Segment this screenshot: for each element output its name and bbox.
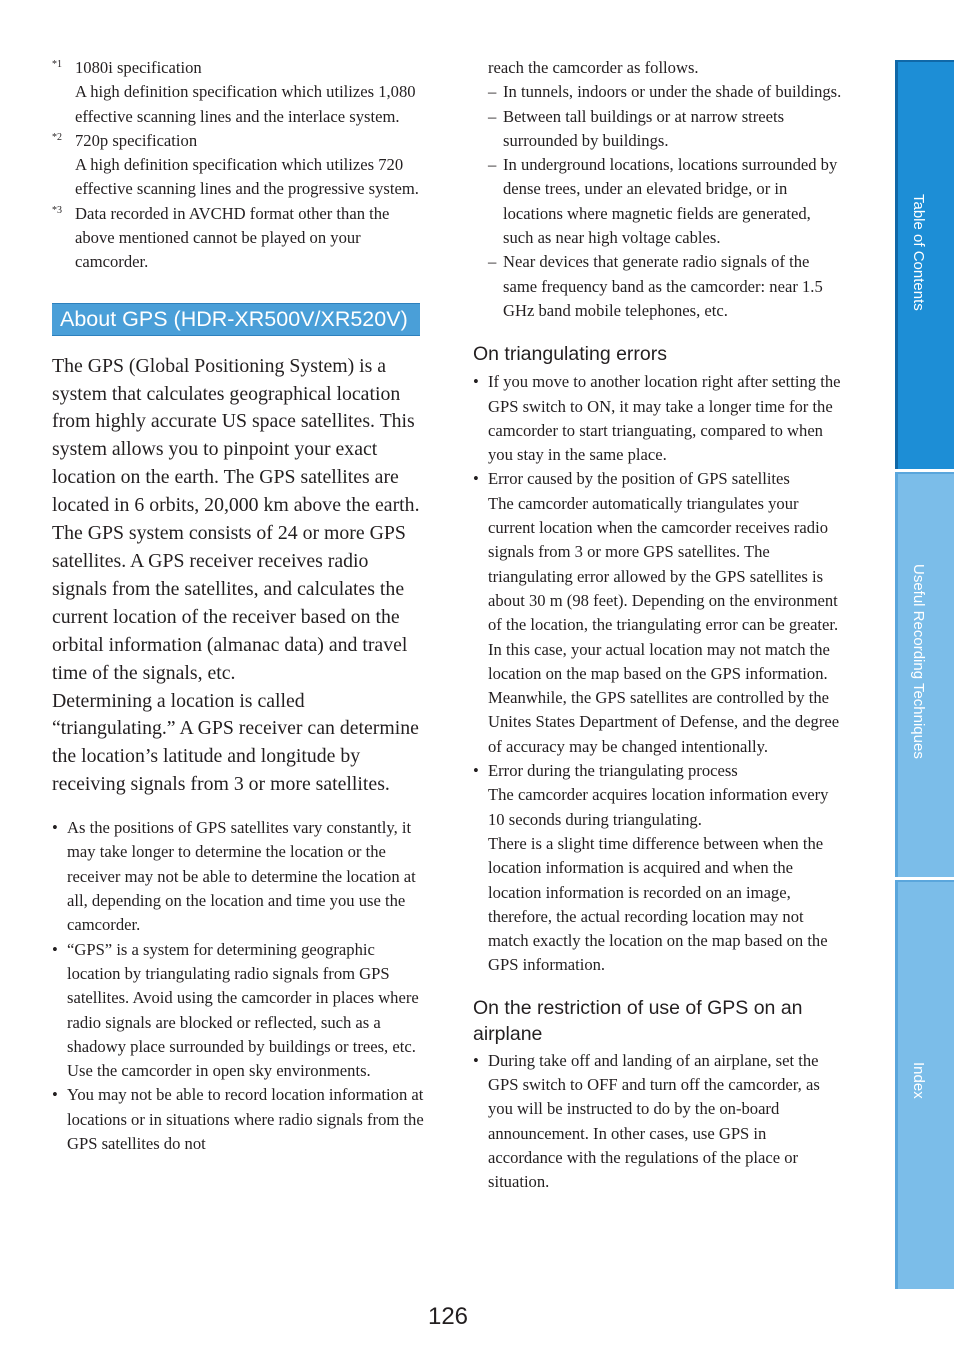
subheading-airplane-restriction: On the restriction of use of GPS on an airplane [473,996,803,1045]
dash-icon: – [488,82,497,102]
gps-intro-paragraph: Determining a location is called “triangulating.” A GPS receiver can determine the location’s latitude and longitude by receiving signals from 3 or more satellites. [52,689,419,796]
footnote-mark: *2 [52,131,62,143]
list-item [52,816,424,937]
blocked-locations-list [473,80,845,323]
list-item [52,1083,424,1156]
footnote-720p [52,129,424,202]
bullet-icon: • [473,1050,479,1070]
bullet-icon: • [52,1085,58,1105]
list-item [473,105,845,154]
list-item-text: In tunnels, indoors or under the shade of buildings. [503,82,842,102]
list-item [473,250,845,323]
bullet-icon: • [473,761,479,781]
list-item [473,467,845,759]
subheading-triangulating-errors: On triangulating errors [473,343,668,366]
list-item-text: You may not be able to record location information at locations or in situations where radio signals from the GPS satellites do not [67,1085,424,1154]
list-item [473,759,845,978]
footnote-title: 720p specification [75,130,198,150]
list-item-text: If you move to another location right after setting the GPS switch to ON, it may take a longer time for the camcorder to start trianguating, compared to when you stay in the same place. [488,372,841,465]
list-item-text: “GPS” is a system for determining geographic location by triangulating radio signals from GPS satellites. Avoid using the camcorder in places where radio signals are blocked or reflected, such as a shadowy place surrounded by buildings or trees, etc. Use the camcorder in open sky environments. [67,939,419,1081]
right-column [473,56,845,1194]
tab-label: Index [910,1062,927,1099]
gps-intro-paragraph: The GPS (Global Positioning System) is a system that calculates geographical location from highly accurate US space satellites. This system allows you to pinpoint your exact location on the earth. The GPS satellites are located in 6 orbits, 20,000 km above the earth. The GPS system consists of 24 or more GPS satellites. A GPS receiver receives radio signals from the satellites, and calculates the current location of the receiver based on the orbital information (almanac data) and travel time of the signals, etc. [52,354,420,684]
list-item-text: Between tall buildings or at narrow streets surrounded by buildings. [503,106,785,150]
list-item [473,370,845,467]
dash-icon: – [488,155,497,175]
list-item-text: As the positions of GPS satellites vary constantly, it may take longer to determine the location or the receiver may not be able to determine the location at all, depending on the location and time you use the camcorder. [67,818,416,935]
bullet-icon: • [473,469,479,489]
tab-label: Table of Contents [910,194,927,311]
bullet-icon: • [52,939,58,959]
list-item-title: Error during the triangulating process [488,761,738,781]
tab-table-of-contents[interactable] [895,60,954,469]
list-item [473,153,845,250]
footnote-1080i [52,56,424,129]
footnote-title: 1080i specification [75,58,202,77]
footnote-text: A high definition specification which utilizes 1,080 effective scanning lines and the interlace system. [75,82,416,126]
bullet-icon: • [473,372,479,392]
footnote-avchd [52,202,424,275]
footnote-mark: *3 [52,204,62,216]
list-item-continuation: reach the camcorder as follows. [488,58,699,77]
footnote-text: A high definition specification which utilizes 720 effective scanning lines and the progressive system. [75,155,419,199]
tab-index[interactable] [895,880,954,1289]
list-item-text: The camcorder automatically triangulates your current location when the camcorder receives radio signals from 3 or more GPS satellites. The triangulating error allowed by the GPS satellites is about 30 m (98 feet). Depending on the environment of the location, the triangulating error can be greater. In this case, your actual location may not match the location on the map based on the GPS information. Meanwhile, the GPS satellites are controlled by the Unites States Department of Defense, and the degree of accuracy may be changed intentionally. [488,493,840,756]
list-item [52,938,424,1084]
list-item-text: During take off and landing of an airplane, set the GPS switch to OFF and turn off the camcorder, as you will be instructed to do by the on-board announcement. In other cases, use GPS in accordance with the regulations of the place or situation. [488,1050,820,1192]
list-item-text: Near devices that generate radio signals of the same frequency band as the camcorder: near 1.5 GHz band mobile telephones, etc. [503,252,823,320]
list-item [473,1049,845,1195]
list-item-text: In underground locations, locations surrounded by dense trees, under an elevated bridge, or in locations where magnetic fields are generated, such as near high voltage cables. [503,155,838,248]
page-number: 126 [427,1303,469,1330]
airplane-list [473,1049,845,1195]
gps-intro [52,353,424,800]
footnote-mark: *1 [52,59,62,70]
left-column [52,56,424,1156]
triangulating-errors-list [473,370,845,977]
list-item-text: There is a slight time difference between when the location information is acquired and when the location information is recorded on an image, therefore, the actual recording location may not match exactly the location on the map based on the GPS information. [488,833,828,975]
tab-useful-recording-techniques[interactable] [895,472,954,877]
dash-icon: – [488,252,497,272]
tab-label: Useful Recording Techniques [910,564,927,759]
list-item-title: Error caused by the position of GPS satellites [488,469,790,489]
gps-notes-list [52,816,424,1156]
bullet-icon: • [52,818,58,838]
list-item [473,80,845,104]
dash-icon: – [488,106,497,126]
list-item-text: The camcorder acquires location information every 10 seconds during triangulating. [488,785,829,829]
section-heading-gps: About GPS (HDR-XR500V/XR520V) [52,303,420,336]
footnote-text: Data recorded in AVCHD format other than the above mentioned cannot be played on your camcorder. [75,203,390,272]
